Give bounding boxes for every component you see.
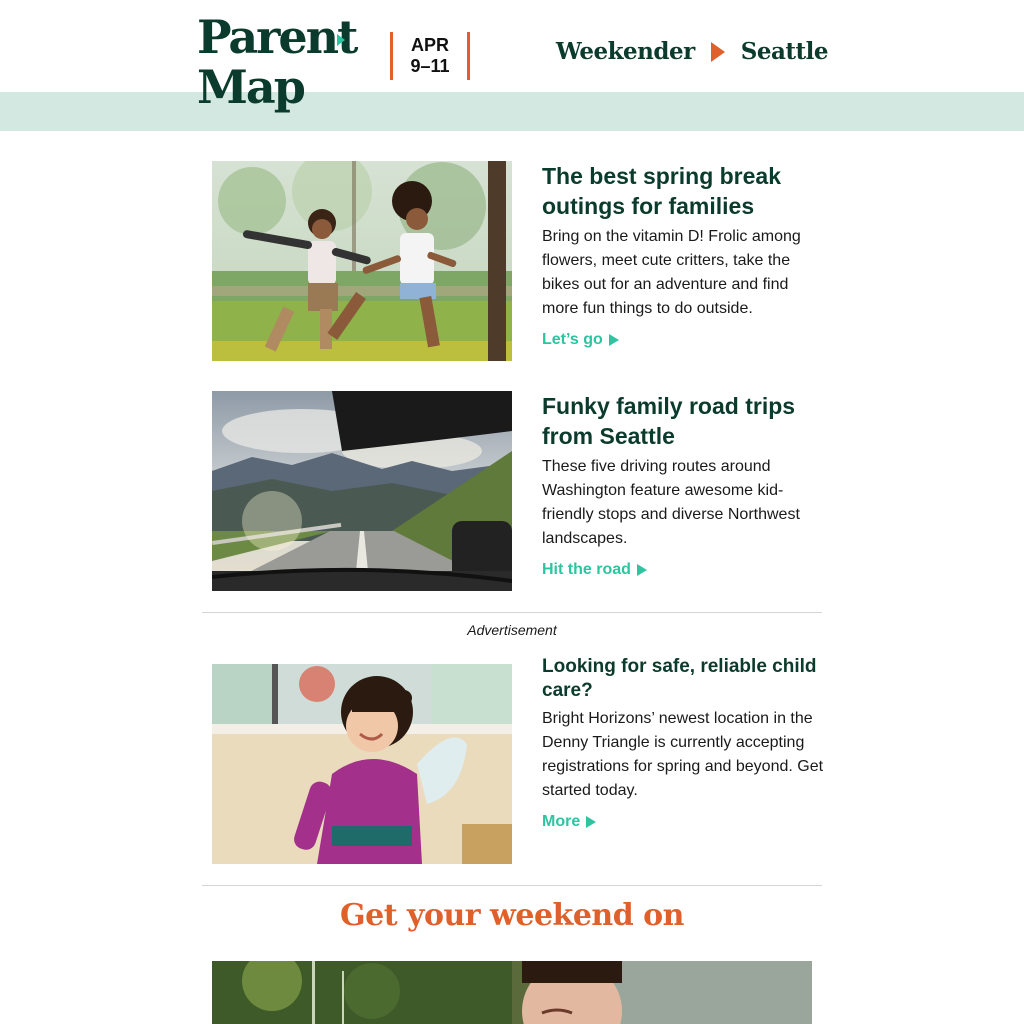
cta-label: More: [542, 813, 581, 830]
hit-the-road-link[interactable]: [542, 561, 647, 579]
road-trip-photo: [212, 391, 512, 591]
play-arrow-icon: [609, 334, 619, 346]
date-range-badge: [390, 32, 470, 80]
article-description: These five driving routes around Washington feature awesome kid-friendly stops and diverse Northwest landscapes.: [542, 458, 800, 547]
article-title[interactable]: Funky family road trips from Seattle: [542, 393, 796, 449]
article-description: Bring on the vitamin D! Frolic among flowers, meet cute critters, take the bikes out for an adventure and find more fun things to do outside.: [542, 228, 801, 317]
ad-title[interactable]: Looking for safe, reliable child care?: [542, 656, 817, 701]
play-arrow-icon: [586, 816, 596, 828]
ad-text: [542, 655, 824, 831]
cta-label: Hit the road: [542, 561, 631, 578]
logo-play-icon: [337, 34, 345, 46]
ad-description: Bright Horizons’ newest location in the Denny Triangle is currently accepting registrations for spring and beyond. Get started today.: [542, 710, 824, 799]
hero-photo: [212, 961, 812, 1024]
kids-running-photo: [212, 161, 512, 361]
header: [0, 0, 1024, 114]
more-link[interactable]: [542, 813, 596, 831]
logo-text-line1: Parent: [197, 10, 357, 64]
cta-label: Let’s go: [542, 331, 603, 348]
edition-name: Weekender: [555, 38, 695, 65]
article-text: [542, 161, 824, 349]
section-heading: Get your weekend on: [340, 898, 684, 933]
divider: [202, 885, 822, 886]
edition-label: [556, 38, 828, 65]
date-days: 9–11: [410, 56, 450, 76]
ad-image-child[interactable]: [212, 664, 512, 864]
divider: [202, 612, 822, 613]
hero-image[interactable]: [212, 961, 812, 1024]
advertisement-label: Advertisement: [467, 622, 557, 638]
play-arrow-icon: [711, 42, 725, 62]
article-image-road[interactable]: [212, 391, 512, 591]
header-band: [0, 92, 1024, 131]
logo-text-line2: Map: [197, 60, 304, 114]
article-title[interactable]: The best spring break outings for families: [542, 163, 782, 219]
parentmap-logo[interactable]: [197, 10, 367, 124]
lets-go-link[interactable]: [542, 331, 619, 349]
child-care-photo: [212, 664, 512, 864]
play-arrow-icon: [637, 564, 647, 576]
article-text: [542, 391, 824, 579]
edition-city: Seattle: [740, 38, 828, 65]
date-month: APR: [410, 35, 449, 55]
article-image-kids-running[interactable]: [212, 161, 512, 361]
